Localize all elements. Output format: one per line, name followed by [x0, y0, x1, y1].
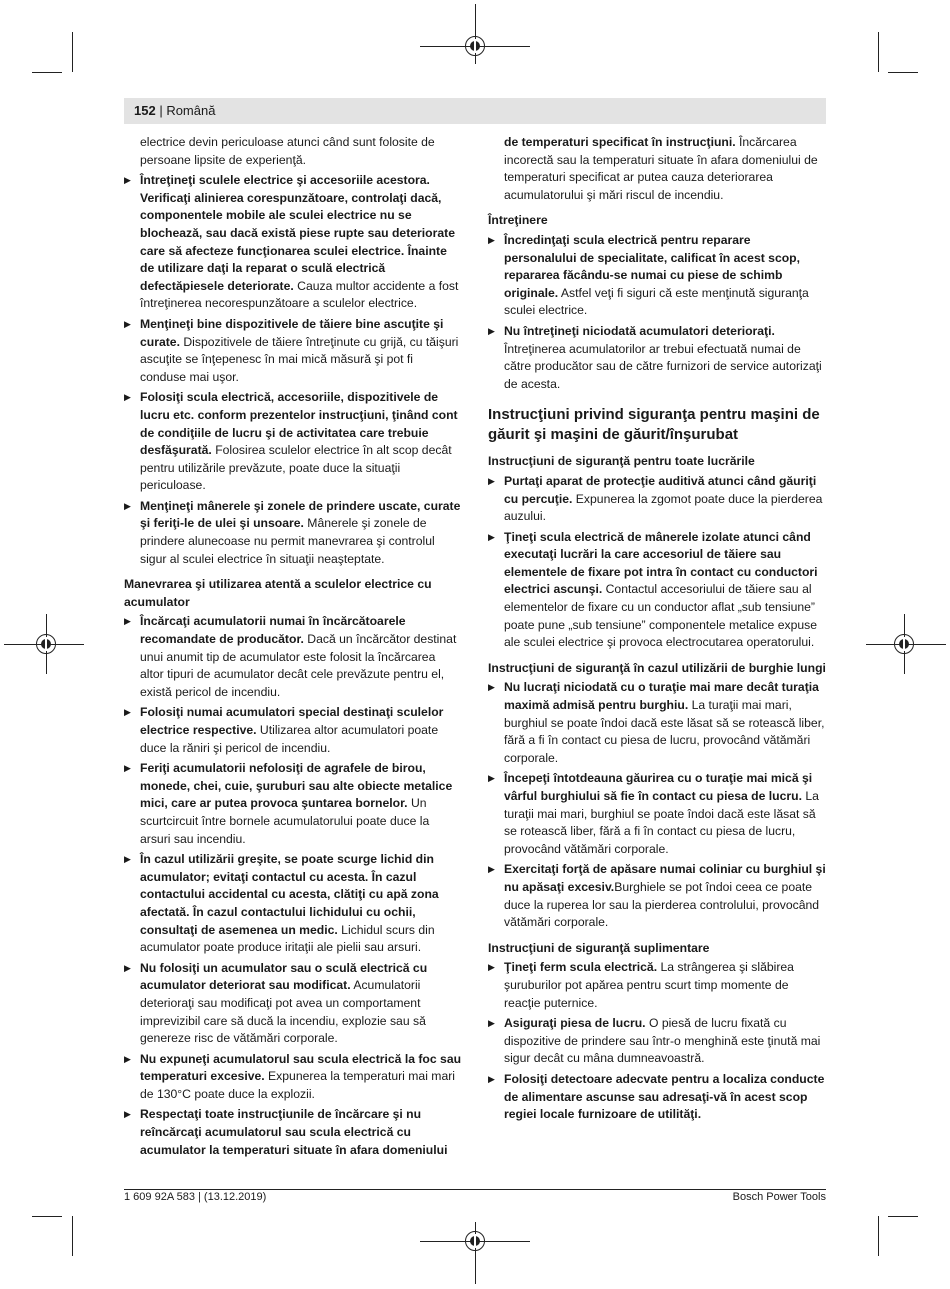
instruction-text: Întreţinerea acumulatorilor ar trebui efectuată numai de către producător sau de către furnizori de service autorizaţi de acesta.	[504, 341, 822, 391]
safety-instruction	[124, 389, 462, 495]
safety-instruction	[124, 851, 462, 957]
brand-name: Bosch Power Tools	[732, 1191, 826, 1203]
safety-instruction	[488, 529, 826, 652]
safety-instruction	[488, 232, 826, 320]
instruction-text: Expunerea la zgomot poate duce la pierderea auzului.	[504, 491, 823, 524]
instruction-bold-text: Folosiţi scula electrică, accesoriile, dispozitivele de lucru etc. conform prezentelor instrucţiuni, ţinând cont de condiţiile de lucru şi de activitatea care trebuie desfăşurată.	[140, 390, 458, 458]
right-column	[488, 134, 826, 1127]
instruction-text: electrice devin periculoase atunci când sunt folosite de persoane lipsite de experienţă.	[140, 135, 435, 167]
instruction-bold-text: Nu lucraţi niciodată cu o turaţie mai mare decât turaţia maximă admisă pentru burghiu.	[504, 680, 819, 713]
instruction-bold-text: de temperaturi specificat în instrucţiuni.	[504, 135, 736, 149]
instruction-text: Acumulatorii deterioraţi sau modificaţi pot avea un comportament imprevizibil care să ducă la incendiu, explozie sau să genereze risc de vătămări corporale.	[140, 978, 426, 1046]
safety-instruction	[488, 323, 826, 393]
safety-instruction	[124, 316, 462, 386]
instruction-bold-text: Ţineţi scula electrică de mânerele izolate atunci când executaţi lucrări la care accesoriul de tăiere sau elementele de fixare pot intra în contact cu conductori electrici ascunşi.	[504, 529, 818, 597]
continued-paragraph	[124, 134, 462, 169]
section-heading: Instrucţiuni privind siguranţa pentru maşini de găurit şi maşini de găurit/înşurubat	[488, 406, 820, 444]
crop-mark	[878, 32, 879, 72]
subsection-heading: Întreţinere	[488, 213, 548, 228]
instruction-bold-text: Întreţineţi sculele electrice şi accesoriile acestora. Verificaţi alinierea corespunzătoare, controlaţi dacă, componentele mobile ale sculei electrice nu se blochează, sau dacă există piese rupte sau deteriorate care să afecteze funcţionarea sculei electrice. Înainte de utilizare daţi la reparat o sculă electrică defectăpiesele deteriorate.	[140, 173, 455, 293]
instruction-bold-text: Purtaţi aparat de protecţie auditivă atunci când găuriţi cu percuţie.	[504, 473, 817, 506]
left-column	[124, 134, 462, 1162]
safety-instruction	[488, 679, 826, 767]
crop-mark	[878, 1216, 879, 1256]
instruction-bold-text: Feriţi acumulatorii nefolosiţi de agrafele de birou, monede, chei, cuie, şuruburi sau alte obiecte metalice mici, care ar putea provoca şuntarea bornelor.	[140, 761, 453, 811]
instruction-text: Folosirea sculelor electrice în alt scop decât pentru utilizările prevăzute, poate duce la situaţii periculoase.	[140, 443, 452, 493]
instruction-text: O piesă de lucru fixată cu dispozitive de prindere sau într-o menghină este ţinută mai sigur decât cu mâna dumneavoastră.	[504, 1016, 821, 1066]
instruction-text: Lichidul scurs din acumulator poate produce iritaţii ale pielii sau arsuri.	[140, 922, 435, 955]
instruction-text: Dacă un încărcător destinat unui anumit tip de acumulator este folosit la încărcarea altor tipuri de acumulator decât cele prevăzute pentru el, există pericol de incendiu.	[140, 632, 457, 699]
instruction-bold-text: În cazul utilizării greşite, se poate scurge lichid din acumulator; evitaţi contactul cu acesta. În cazul contactului accidental cu acesta, clătiţi cu apă zona afectată. În cazul contactului lichidului cu ochii, consultaţi de asemenea un medic.	[140, 852, 439, 937]
safety-instruction	[488, 861, 826, 931]
page-number: 152	[134, 103, 156, 118]
subsection-heading: Instrucţiuni de siguranţă suplimentare	[488, 940, 710, 955]
safety-instruction	[124, 172, 462, 313]
instruction-text: Un scurtcircuit între bornele acumulatorului poate duce la arsuri sau incendiu.	[140, 796, 430, 846]
safety-instruction	[488, 770, 826, 858]
crop-mark	[888, 1216, 918, 1217]
registration-mark-icon	[894, 634, 914, 654]
instruction-text: La turaţii mai mari, burghiul se poate îndoi dacă este lăsat să se rotească liber, fără a fi în contact cu piesa de lucru, provocând vătămări corporale.	[504, 789, 819, 856]
instruction-bold-text: Începeţi întotdeauna găurirea cu o turaţie mai mică şi vârful burghiului să fie în contact cu piesa de lucru.	[504, 771, 813, 803]
page-header	[124, 98, 826, 124]
crop-mark	[72, 32, 73, 72]
instruction-bold-text: Ţineţi ferm scula electrică.	[504, 960, 658, 975]
instruction-bold-text: Încredinţaţi scula electrică pentru reparare personalului de specialitate, calificat în acest scop, repararea făcându-se numai cu piese de schimb originale.	[504, 232, 800, 300]
safety-instruction	[488, 959, 826, 1012]
subsection-heading: Manevrarea şi utilizarea atentă a sculelor electrice cu acumulator	[124, 577, 432, 609]
instruction-bold-text: Nu folosiţi un acumulator sau o sculă electrică cu acumulator deteriorat sau modificat.	[140, 960, 428, 993]
instruction-bold-text: Menţineţi bine dispozitivele de tăiere bine ascuţite şi curate.	[140, 316, 444, 349]
instruction-text: Burghiele se pot îndoi ceea ce poate duce la ruperea lor sau la pierderea controlului, provocând vătămări corporale.	[504, 879, 820, 930]
safety-instruction	[488, 473, 826, 526]
document-code: 1 609 92A 583 | (13.12.2019)	[124, 1191, 267, 1203]
crop-mark	[32, 1216, 62, 1217]
registration-mark-icon	[36, 634, 56, 654]
instruction-text: Încărcarea incorectă sau la temperaturi situate în afara domeniului de temperaturi specificat ar putea cauza deteriorarea acumulatorului şi mări riscul de incendiu.	[504, 135, 818, 202]
safety-instruction	[488, 1071, 826, 1124]
crop-mark	[32, 72, 62, 73]
instruction-text: Astfel veţi fi siguri că este menţinută siguranţa sculei electrice.	[504, 285, 809, 318]
instruction-text: Cauza multor accidente a fost întreţinerea necorespunzătoare a sculelor electrice.	[140, 278, 459, 311]
footer-rule	[124, 1189, 826, 1190]
instruction-bold-text: Nu expuneţi acumulatorul sau scula electrică la foc sau temperaturi excesive.	[140, 1051, 462, 1084]
instruction-text: Utilizarea altor acumulatori poate duce la răniri şi pericol de incendiu.	[140, 723, 439, 755]
subsection-heading: Instrucţiuni de siguranţă în cazul utilizării de burghie lungi	[488, 660, 826, 675]
crop-mark	[888, 72, 918, 73]
instruction-bold-text: Asiguraţi piesa de lucru.	[504, 1016, 646, 1031]
safety-instruction	[124, 760, 462, 848]
instruction-text: Dispozitivele de tăiere întreţinute cu grijă, cu tăişuri ascuţite se înţepenesc în mai mică măsură şi pot fi conduse mai uşor.	[140, 334, 459, 384]
crop-mark	[72, 1216, 73, 1256]
instruction-text: La strângerea şi slăbirea şuruburilor pot apărea pentru scurt timp momente de reacţie puternice.	[504, 960, 794, 1010]
page-header-label: 152 | Română	[134, 103, 216, 118]
instruction-text: La turaţii mai mari, burghiul se poate îndoi dacă este lăsat să se rotească liber, fără a fi în contact cu piesa de lucru, provocând vătămări corporale.	[504, 698, 825, 765]
instruction-bold-text: Menţineţi mânerele şi zonele de prindere uscate, curate şi feriţi-le de ulei şi unsoare.	[140, 498, 461, 531]
instruction-text: Mânerele şi zonele de prindere alunecoase nu permit manevrarea şi controlul sigur al sculei electrice în situaţii neaşteptate.	[140, 516, 435, 566]
instruction-bold-text: Folosiţi detectoare adecvate pentru a localiza conducte de alimentare ascunse sau adresaţi-vă în acest scop regiei locale furnizoare de utilităţi.	[504, 1071, 825, 1122]
safety-instruction	[124, 498, 462, 568]
safety-instruction	[124, 613, 462, 701]
safety-instruction	[124, 1051, 462, 1104]
instruction-bold-text: Nu întreţineţi niciodată acumulatori deterioraţi.	[504, 323, 775, 338]
page-language: Română	[166, 103, 216, 118]
instruction-text: Contactul accesoriului de tăiere sau al elementelor de fixare cu un conductor aflat „sub tensiune” poate pune „sub tensiune” componentele metalice expuse ale sculei electrice şi provoca electrocutarea operatorului.	[504, 582, 818, 650]
safety-instruction	[124, 1106, 462, 1159]
registration-mark-icon	[465, 1231, 485, 1251]
safety-instruction	[124, 704, 462, 757]
instruction-bold-text: Respectaţi toate instrucţiunile de încărcare şi nu reîncărcaţi acumulatorul sau scula electrică cu acumulator la temperaturi situate în afara domeniului	[140, 1107, 448, 1157]
continued-paragraph	[488, 134, 826, 204]
instruction-bold-text: Exercitaţi forţă de apăsare numai coliniar cu burghiul şi nu apăsaţi excesiv.	[504, 862, 826, 894]
instruction-text: Expunerea la temperaturi mai mari de 130°C poate duce la explozii.	[140, 1069, 455, 1101]
safety-instruction	[124, 960, 462, 1048]
instruction-bold-text: Încărcaţi acumulatorii numai în încărcătoarele recomandate de producător.	[140, 614, 406, 647]
subsection-heading: Instrucţiuni de siguranţă pentru toate lucrările	[488, 454, 755, 469]
instruction-bold-text: Folosiţi numai acumulatori special destinaţi sculelor electrice respective.	[140, 705, 444, 737]
registration-mark-icon	[465, 36, 485, 56]
safety-instruction	[488, 1015, 826, 1068]
